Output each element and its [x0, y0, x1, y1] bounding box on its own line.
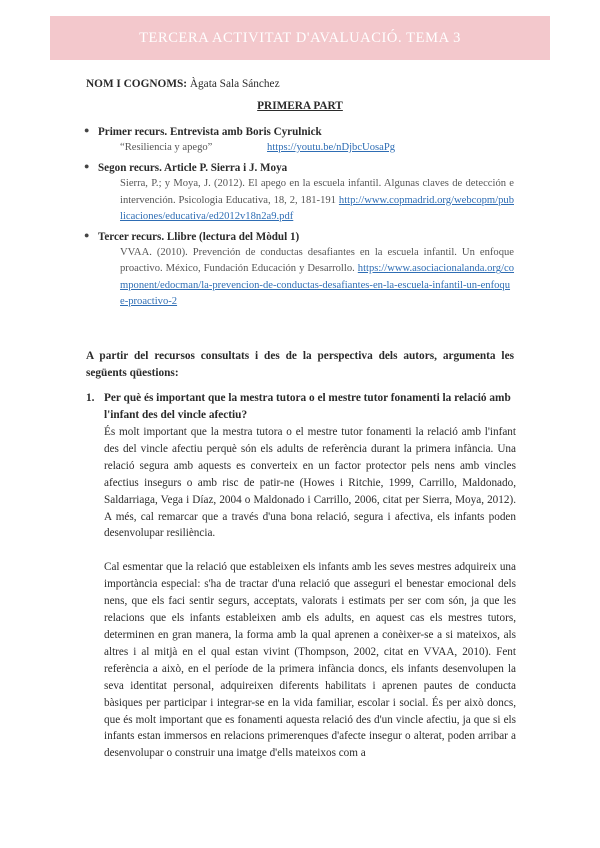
list-item — [84, 160, 514, 225]
document-title: TERCERA ACTIVITAT D'AVALUACIÓ. TEMA 3 — [139, 29, 461, 46]
resource-text: “Resiliencia y apego” — [120, 142, 213, 153]
resource-link[interactable]: https://youtu.be/nDjbcUosaPg — [267, 142, 396, 153]
resource-title: Segon recurs. Article P. Sierra i J. Moya — [98, 162, 288, 175]
resource-title: Tercer recurs. Llibre (lectura del Mòdul 1) — [98, 231, 300, 244]
question-heading — [86, 390, 516, 424]
resource-body — [98, 176, 514, 225]
answer-paragraph: És molt important que la mestra tutora o el mestre tutor fonamenti la relació amb l'infant des del vincle afectiu perquè són els adults de referència durant la primera infància. Una relació segura amb aquests es converteix en un factor protector pels nens amb vincles afectius insegurs o amb risc de patir-ne (Howes i Ritchie, 1999, Carrillo, Maldonado, Saldarriaga, Vega i Díaz, 2004 o Maldonado i Carrillo, 2006, citat per Sierra, Moya, 2012). A més, cal remarcar que a través d'una bona relació, segura i afectiva, els infants poden desenvolupar resiliència. — [104, 426, 516, 540]
resource-text: Sierra, P.; y Moya, J. (2012). El apego en la escuela infantil. Algunas claves de detección e intervención. Psicologia Educativa, 18, 2, 181-191 — [120, 178, 514, 206]
resource-list — [84, 124, 514, 314]
student-name-line — [86, 78, 280, 90]
part-title: PRIMERA PART — [257, 100, 343, 112]
resource-body — [98, 245, 514, 310]
bullet-icon: ● — [84, 125, 90, 135]
resource-text: VVAA. (2010). Prevención de conductas desafiantes en la escuela infantil. Un enfoque proactivo. México, Fundación Educación y Desarrollo. — [120, 247, 514, 275]
answer-paragraph: Cal esmentar que la relació que estableixen els infants amb les seves mestres adquireix una importància especial: s'ha de tractar d'una relació que asseguri el benestar emocional dels nens, que els faci sentir segurs, acceptats, valorats i estimats per ser com són, ja que les relacions que els infants estableixen amb els adults, en aquest cas els mestres tutors, determinen en gran manera, la forma amb la qual aprenen a conèixer-se a si mateixos, als altres i al mitjà en el qual estan vivint (Thompson, 2002, citat en VVAA, 2010). Fent referència a això, en el període de la primera infància doncs, els infants desenvolupen la seva identitat personal, adquireixen diferents habilitats i aprenen pautes de conducta bàsiques per participar i integrar-se en la vida familiar, escolar i social. És per això doncs, que és molt important que es fonamenti aquesta relació des d'un vincle afectiu, ja que si els infants estan immersos en relacions primerenques d'afecte insegur o alterat, poden arribar a desenvolupar o construir una imatge d'ells mateixos com a — [104, 561, 516, 760]
bullet-icon: ● — [84, 161, 90, 172]
bullet-icon: ● — [84, 230, 90, 241]
list-item — [84, 124, 514, 156]
question-title: Per què és important que la mestra tutora o el mestre tutor fonamenti la relació amb l'infant des del vincle afectiu? — [104, 392, 511, 421]
instructions: A partir del recursos consultats i des de la perspectiva dels autors, argumenta les següents qüestions: — [86, 350, 514, 379]
student-name: Àgata Sala Sánchez — [189, 78, 280, 90]
resource-title: Primer recurs. Entrevista amb Boris Cyrulnick — [98, 126, 322, 138]
list-item — [84, 229, 514, 310]
resource-link[interactable]: http://www.copmadrid.org/webcopm/publicaciones/educativa/ed2012v18n2a9.pdf — [120, 194, 514, 222]
resource-link[interactable]: https://www.asociacionalanda.org/component/edocman/la-prevencion-de-conductas-desafiantes-en-la-escuela-infantil-un-enfoque-proactivo-2 — [120, 263, 515, 308]
question-number: 1. — [86, 392, 95, 404]
resource-body — [98, 140, 514, 156]
question-block — [86, 390, 516, 762]
name-label: NOM I COGNOMS: — [86, 78, 188, 90]
title-banner — [50, 16, 550, 60]
